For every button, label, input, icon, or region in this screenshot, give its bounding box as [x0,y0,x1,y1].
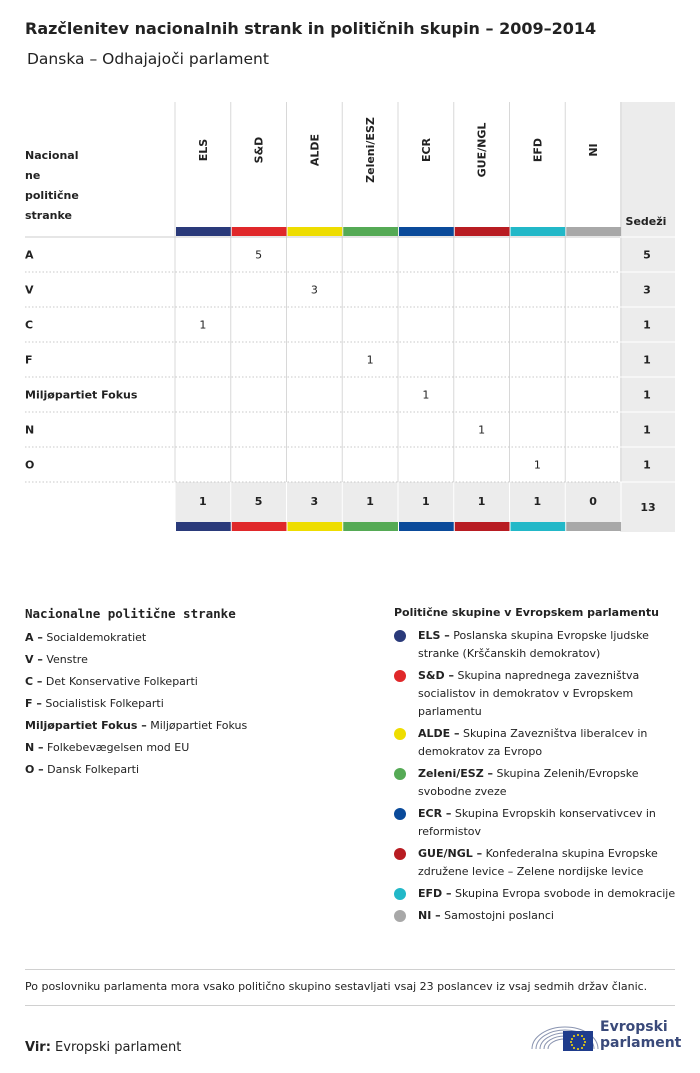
national-legend-item [25,649,365,671]
group-legend-key: NI – [418,909,441,922]
row-total-cell: 1 [643,388,651,402]
logo-text [600,1019,681,1051]
groups-legend-title: Politične skupine v Evropskem parlamentu [394,606,659,619]
group-color-bar [176,522,231,531]
group-legend-item [394,725,684,761]
group-legend-text: Skupina Evropa svobode in demokracije [451,887,676,900]
column-total-cell: 1 [533,495,542,508]
group-color-bar [455,522,510,531]
rules-note: Po poslovniku parlamenta mora vsako politično skupino sestavljati vsaj 23 poslancev iz vsaj sedmih držav članic. [25,980,648,993]
group-color-bar [566,227,621,236]
row-total-cell: 1 [643,423,651,437]
group-color-bar [399,522,454,531]
group-color-bar [288,227,343,236]
national-legend-text: Miljøpartiet Fokus [146,719,248,732]
page-subtitle: Danska – Odhajajoči parlament [27,50,269,68]
divider [25,1005,675,1006]
group-header-label: S&D [252,136,266,164]
national-legend-item [25,715,365,737]
page-title: Razčlenitev nacionalnih strank in političnih skupin – 2009–2014 [25,19,597,38]
national-legend-key: Miljøpartiet Fokus – [25,719,147,732]
column-total-cell: 3 [310,495,319,508]
group-legend-text: Skupina Evropskih konservativcev in reformistov [418,807,656,838]
group-header-label: GUE/NGL [475,122,489,178]
party-row-label: V [25,283,34,297]
group-header-label: NI [587,143,601,157]
group-legend-text: Konfederalna skupina Evropske združene levice – Zelene nordijske levice [418,847,658,878]
national-legend-text: Folkebevægelsen mod EU [43,741,190,754]
column-total-cell: 1 [199,495,207,508]
national-header-line: ne [25,169,41,182]
row-total-cell: 1 [643,353,651,367]
group-legend-item [394,627,684,663]
group-color-dot [394,910,406,922]
group-color-dot [394,630,406,642]
group-color-dot [394,768,406,780]
group-color-bar [511,522,566,531]
national-legend-item [25,671,365,693]
national-legend-item [25,693,365,715]
group-legend-key: ECR – [418,807,452,820]
column-total-cell: 1 [422,495,430,508]
group-color-bar [455,227,510,236]
national-legend-key: A – [25,631,43,644]
party-row-label: A [25,248,34,262]
national-legend-title: Nacionalne politične stranke [25,606,236,621]
group-legend-key: ELS – [418,629,450,642]
seat-count-cell: 1 [199,318,207,332]
group-legend-item [394,805,684,841]
column-total-cell: 1 [477,495,486,508]
national-legend-text: Det Konservative Folkeparti [42,675,198,688]
political-groups-legend [394,606,684,929]
group-legend-item [394,885,684,903]
group-legend-text: Samostojni poslanci [440,909,554,922]
national-header-line: stranke [25,209,72,222]
group-color-bar [288,522,343,531]
national-header-line: Nacional [25,149,79,162]
national-legend-key: C – [25,675,43,688]
national-legend-key: V – [25,653,43,666]
group-legend-key: GUE/NGL – [418,847,483,860]
column-total-cell: 1 [366,495,374,508]
seat-count-cell: 3 [310,283,318,297]
group-legend-text: Poslanska skupina Evropske ljudske stranke (Krščanskih demokratov) [418,629,649,660]
grand-total-cell: 13 [640,501,656,514]
column-total-cell: 5 [254,495,263,508]
group-header-label: Zeleni/ESZ [364,117,378,183]
group-legend-item [394,765,684,801]
national-legend-text: Venstre [42,653,88,666]
group-header-label: ALDE [308,133,322,167]
party-row-label: N [25,423,35,437]
group-header-label: EFD [531,137,545,163]
group-legend-text: Skupina Zavezništva liberalcev in demokratov za Evropo [418,727,648,758]
source-line [25,1040,181,1055]
party-row-label: C [25,318,34,332]
group-color-bar [176,227,231,236]
group-header-label: ECR [419,137,433,163]
row-total-cell: 3 [643,283,651,297]
national-legend-item [25,759,365,781]
group-color-bar [343,522,398,531]
logo-line: Evropski [600,1019,668,1035]
national-legend-key: N – [25,741,44,754]
party-row-label: F [25,353,33,367]
group-color-dot [394,888,406,900]
seat-count-cell: 1 [422,388,430,402]
group-legend-key: Zeleni/ESZ – [418,767,494,780]
group-legend-key: EFD – [418,887,452,900]
national-header-line: politične [25,189,79,202]
national-legend-text: Dansk Folkeparti [43,763,140,776]
group-legend-item [394,907,684,925]
group-color-bar [232,522,287,531]
national-legend-item [25,627,365,649]
national-legend-text: Socialdemokratiet [42,631,147,644]
group-legend-key: ALDE – [418,727,460,740]
row-total-cell: 1 [643,458,651,472]
row-total-cell: 5 [643,248,651,262]
group-color-dot [394,808,406,820]
national-legend-item [25,737,365,759]
national-legend-key: O – [25,763,44,776]
group-color-bar [566,522,621,531]
national-parties-header [25,146,105,226]
column-total-cell: 0 [589,495,597,508]
group-color-dot [394,670,406,682]
group-color-bar [232,227,287,236]
group-legend-text: Skupina Zelenih/Evropske svobodne zveze [418,767,639,798]
seat-count-cell: 1 [533,458,541,472]
group-color-bar [399,227,454,236]
source-label: Vir: [25,1040,51,1055]
group-header-label: ELS [196,138,210,162]
seat-count-cell: 1 [366,353,374,367]
divider [25,969,675,970]
group-color-dot [394,848,406,860]
group-color-bar [511,227,566,236]
party-row-label: Miljøpartiet Fokus [25,388,138,402]
seats-header-label: Sedeži [625,215,667,228]
source-text: Evropski parlament [50,1040,182,1055]
group-legend-item [394,667,684,721]
group-legend-key: S&D – [418,669,454,682]
national-legend-text: Socialistisk Folkeparti [41,697,164,710]
group-legend-text: Skupina naprednega zavezništva socialistov in demokratov v Evropskem parlamentu [418,669,640,718]
national-legend-key: F – [25,697,42,710]
logo-line: parlament [600,1035,682,1051]
seat-count-cell: 1 [478,423,486,437]
group-legend-item [394,845,684,881]
party-row-label: O [25,458,35,472]
national-parties-legend [25,606,365,781]
row-total-cell: 1 [643,318,651,332]
seat-count-cell: 5 [255,248,263,262]
group-color-bar [343,227,398,236]
group-color-dot [394,728,406,740]
